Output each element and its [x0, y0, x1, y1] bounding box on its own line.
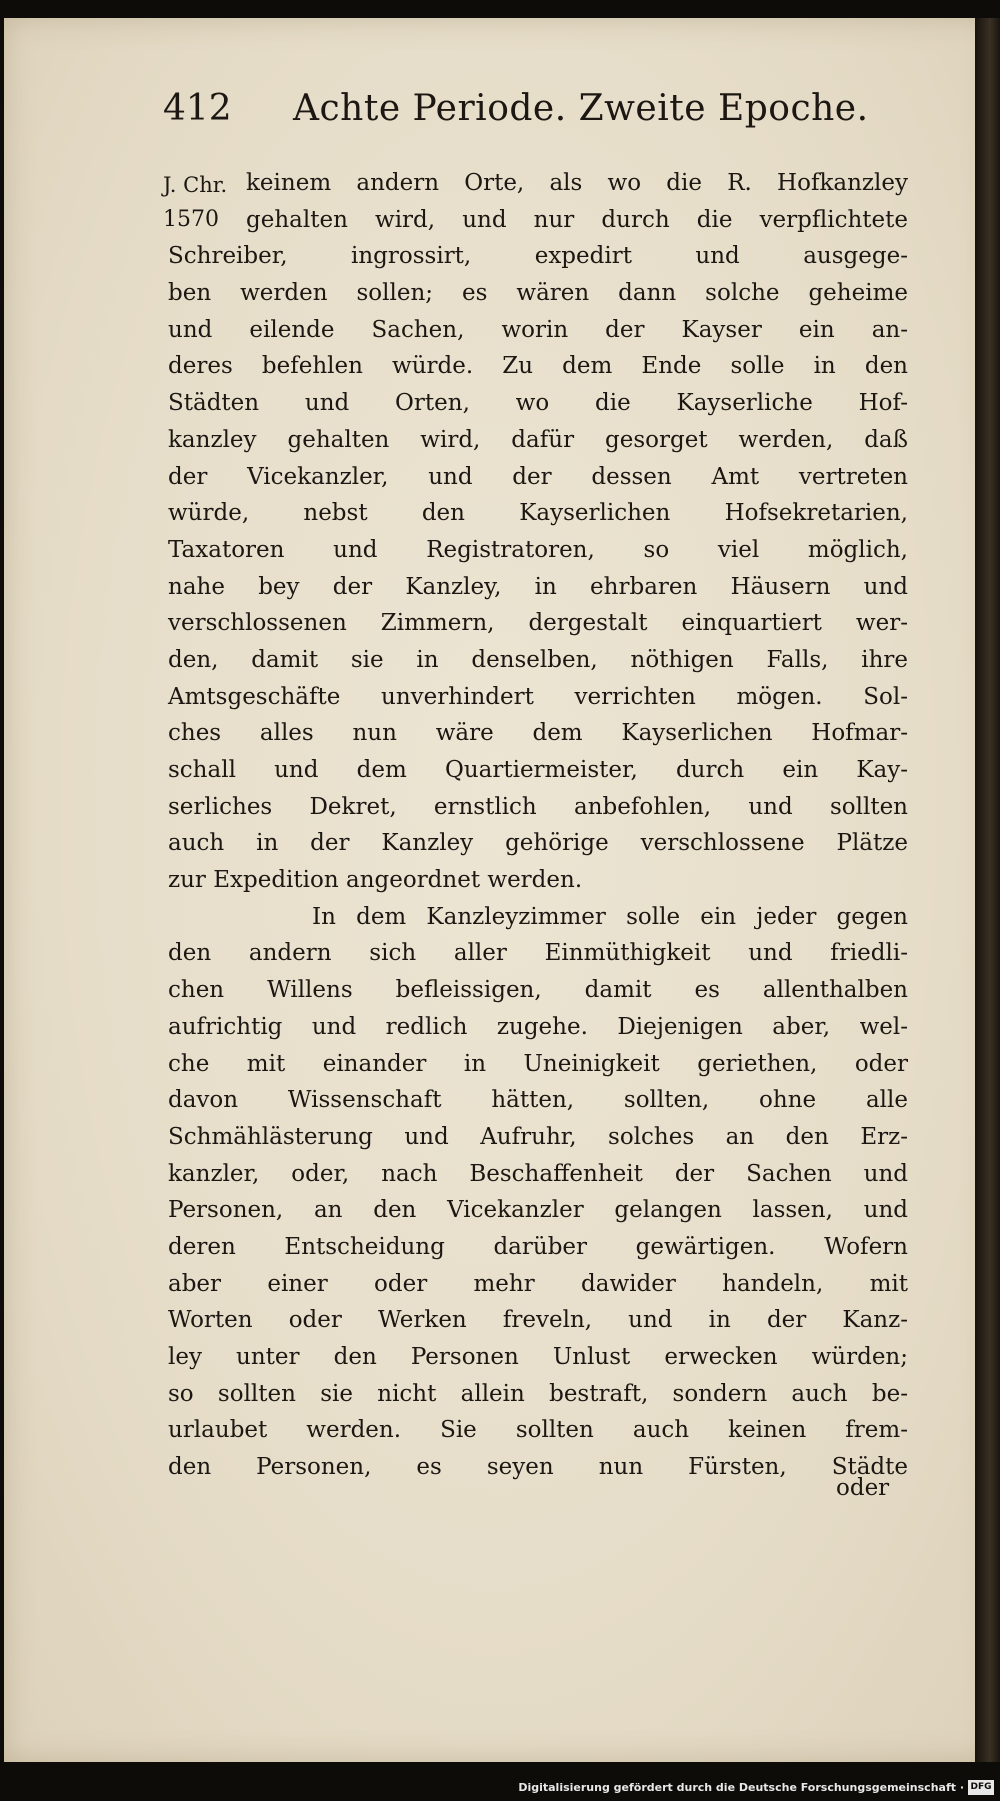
text-line: und eilende Sachen, worin der Kayser ein an-	[168, 316, 908, 343]
text-line: Städten und Orten, wo die Kayserliche Hof-	[168, 390, 908, 417]
text-line: schall und dem Quartiermeister, durch ein Kay-	[168, 757, 908, 783]
text-line: kanzley gehalten wird, dafür gesorget werden, daß	[168, 426, 908, 453]
text-line: den andern sich aller Einmüthigkeit und friedli-	[168, 940, 908, 967]
text-line: so sollten sie nicht allein bestraft, sondern auch be-	[168, 1380, 908, 1407]
footer-credit: Digitalisierung gefördert durch die Deutsche Forschungsgemeinschaft ·	[518, 1781, 964, 1794]
text-line: urlaubet werden. Sie sollten auch keinen frem-	[168, 1417, 908, 1444]
dfg-logo: DFG	[968, 1780, 994, 1795]
text-line: zur Expedition angeordnet werden.	[168, 867, 583, 894]
text-line: den, damit sie in denselben, nöthigen Falls, ihre	[168, 646, 908, 673]
margin-year: 1570	[163, 207, 219, 232]
text-line: deren Entscheidung darüber gewärtigen. Wofern	[168, 1233, 908, 1260]
text-block-margin-lines	[168, 165, 908, 238]
text-line: Taxatoren und Registratoren, so viel möglich,	[168, 536, 908, 563]
running-head: Achte Periode. Zweite Epoche.	[293, 88, 869, 129]
text-line: der Vicekanzler, und der dessen Amt vertreten	[168, 463, 908, 490]
text-line: deres befehlen würde. Zu dem Ende solle in den	[168, 353, 908, 380]
text-line: würde, nebst den Kayserlichen Hofsekretarien,	[168, 500, 908, 527]
text-line: ben werden sollen; es wären dann solche geheime	[168, 280, 908, 307]
text-line: Amtsgeschäfte unverhindert verrichten mögen. Sol-	[168, 683, 908, 710]
text-line: che mit einander in Uneinigkeit geriethen, oder	[168, 1050, 908, 1077]
text-line: verschlossenen Zimmern, dergestalt einquartiert wer-	[168, 610, 908, 637]
text-line: keinem andern Orte, als wo die R. Hofkanzley	[246, 170, 908, 196]
page-number: 412	[163, 88, 232, 129]
catchword: oder	[836, 1475, 890, 1501]
text-line: ley unter den Personen Unlust erwecken würden;	[168, 1344, 908, 1370]
page-header	[163, 88, 869, 148]
text-line: ches alles nun wäre dem Kayserlichen Hofmar-	[168, 720, 908, 747]
book-edge	[975, 18, 1000, 1762]
text-line: nahe bey der Kanzley, in ehrbaren Häusern und	[168, 573, 908, 600]
text-line: chen Willens befleissigen, damit es allenthalben	[168, 977, 908, 1004]
text-line: auch in der Kanzley gehörige verschlossene Plätze	[168, 830, 908, 857]
text-line: aufrichtig und redlich zugehe. Diejenigen aber, wel-	[168, 1013, 908, 1040]
text-line: serliches Dekret, ernstlich anbefohlen, und sollten	[168, 793, 908, 820]
text-line: kanzler, oder, nach Beschaffenheit der Sachen und	[168, 1160, 908, 1187]
footer-bar	[0, 1775, 1000, 1801]
text-line: Personen, an den Vicekanzler gelangen lassen, und	[168, 1197, 908, 1224]
text-line: aber einer oder mehr dawider handeln, mit	[168, 1270, 908, 1297]
text-line: In dem Kanzleyzimmer solle ein jeder gegen	[312, 903, 908, 930]
text-line: Worten oder Werken freveln, und in der Kanz-	[168, 1307, 908, 1334]
text-line: Schreiber, ingrossirt, expedirt und ausgege-	[168, 243, 908, 270]
margin-era: J. Chr.	[163, 173, 228, 197]
body-text	[168, 165, 908, 1486]
text-line: gehalten wird, und nur durch die verpflichtete	[246, 206, 908, 233]
text-line: den Personen, es seyen nun Fürsten, Städte	[168, 1454, 908, 1481]
text-line: Schmählästerung und Aufruhr, solches an den Erz-	[168, 1123, 908, 1150]
text-line: davon Wissenschaft hätten, sollten, ohne alle	[168, 1087, 908, 1114]
